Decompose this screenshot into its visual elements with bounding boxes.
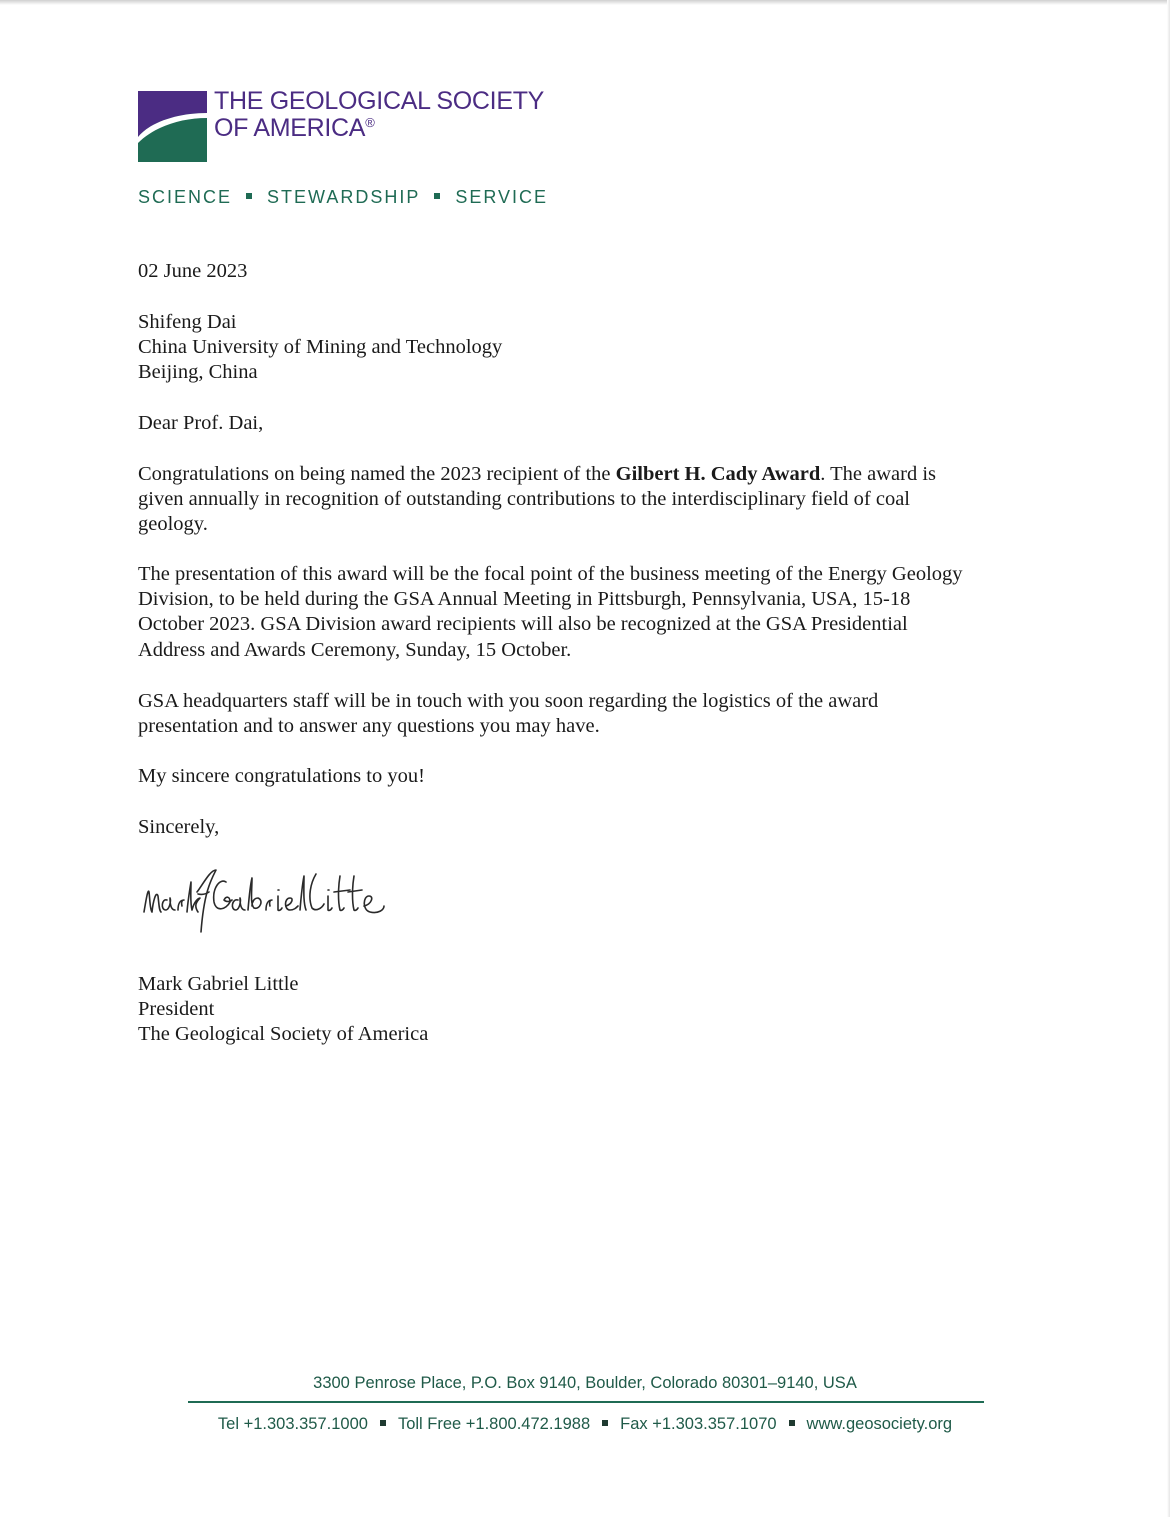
recipient-location: Beijing, China <box>138 361 258 383</box>
footer-website-link[interactable]: www.geosociety.org <box>806 1415 953 1433</box>
paragraph-congratulations <box>138 462 1038 538</box>
tagline-separator-icon <box>246 193 252 199</box>
org-name-line-2-text: OF AMERICA <box>214 114 366 142</box>
tagline-separator-icon <box>434 193 440 199</box>
tagline <box>138 187 548 208</box>
org-name-line-1: THE GEOLOGICAL SOCIETY <box>214 87 545 115</box>
salutation: Dear Prof. Dai, <box>138 412 264 434</box>
registered-mark: ® <box>365 115 375 130</box>
paragraph-line: geology. <box>138 513 208 536</box>
paragraph-line: presentation and to answer any questions you may have. <box>138 715 600 738</box>
signer-title: President <box>138 998 215 1020</box>
tagline-service: SERVICE <box>455 187 549 207</box>
paragraph-line: October 2023. GSA Division award recipients will also be recognized at the GSA Presidential <box>138 613 908 636</box>
signer-name: Mark Gabriel Little <box>138 973 299 995</box>
signature-image <box>140 862 390 937</box>
page-top-shadow <box>0 0 1170 5</box>
text-run: . The award is <box>820 463 937 485</box>
footer-separator-icon <box>789 1420 795 1426</box>
footer-address: 3300 Penrose Place, P.O. Box 9140, Boulder, Colorado 80301–9140, USA <box>313 1374 857 1392</box>
closing: Sincerely, <box>138 816 220 838</box>
paragraph-sincere-congratulations: My sincere congratulations to you! <box>138 765 425 787</box>
org-name-line-2 <box>214 114 374 143</box>
award-name: Gilbert H. Cady Award <box>615 463 821 485</box>
paragraph-presentation <box>138 562 1038 663</box>
recipient-institution: China University of Mining and Technology <box>138 336 503 358</box>
gsa-logo-icon <box>138 91 207 162</box>
tagline-stewardship: STEWARDSHIP <box>267 187 421 207</box>
paragraph-line: given annually in recognition of outstanding contributions to the interdisciplinary field of coal <box>138 488 910 511</box>
paragraph-line <box>138 462 1038 487</box>
tagline-science: SCIENCE <box>138 187 233 207</box>
paragraph-line: Division, to be held during the GSA Annual Meeting in Pittsburgh, Pennsylvania, USA, 15-18 <box>138 588 911 611</box>
recipient-name: Shifeng Dai <box>138 311 237 333</box>
signer-organization: The Geological Society of America <box>138 1023 429 1045</box>
footer-divider <box>188 1401 984 1403</box>
footer-toll-free: Toll Free +1.800.472.1988 <box>397 1415 591 1433</box>
text-run: Congratulations on being named the 2023 recipient of the <box>138 463 616 485</box>
footer-fax: Fax +1.303.357.1070 <box>620 1415 777 1433</box>
letter-date: 02 June 2023 <box>138 260 248 282</box>
footer-contact <box>0 1415 1170 1434</box>
paragraph-line: Address and Awards Ceremony, Sunday, 15 October. <box>138 638 572 661</box>
paragraph-logistics <box>138 689 1038 739</box>
footer-separator-icon <box>602 1420 608 1426</box>
paragraph-line: GSA headquarters staff will be in touch with you soon regarding the logistics of the award <box>138 690 879 712</box>
footer-tel: Tel +1.303.357.1000 <box>217 1415 368 1433</box>
paragraph-line: The presentation of this award will be the focal point of the business meeting of the Energy Geology <box>138 563 963 585</box>
footer-separator-icon <box>380 1420 386 1426</box>
